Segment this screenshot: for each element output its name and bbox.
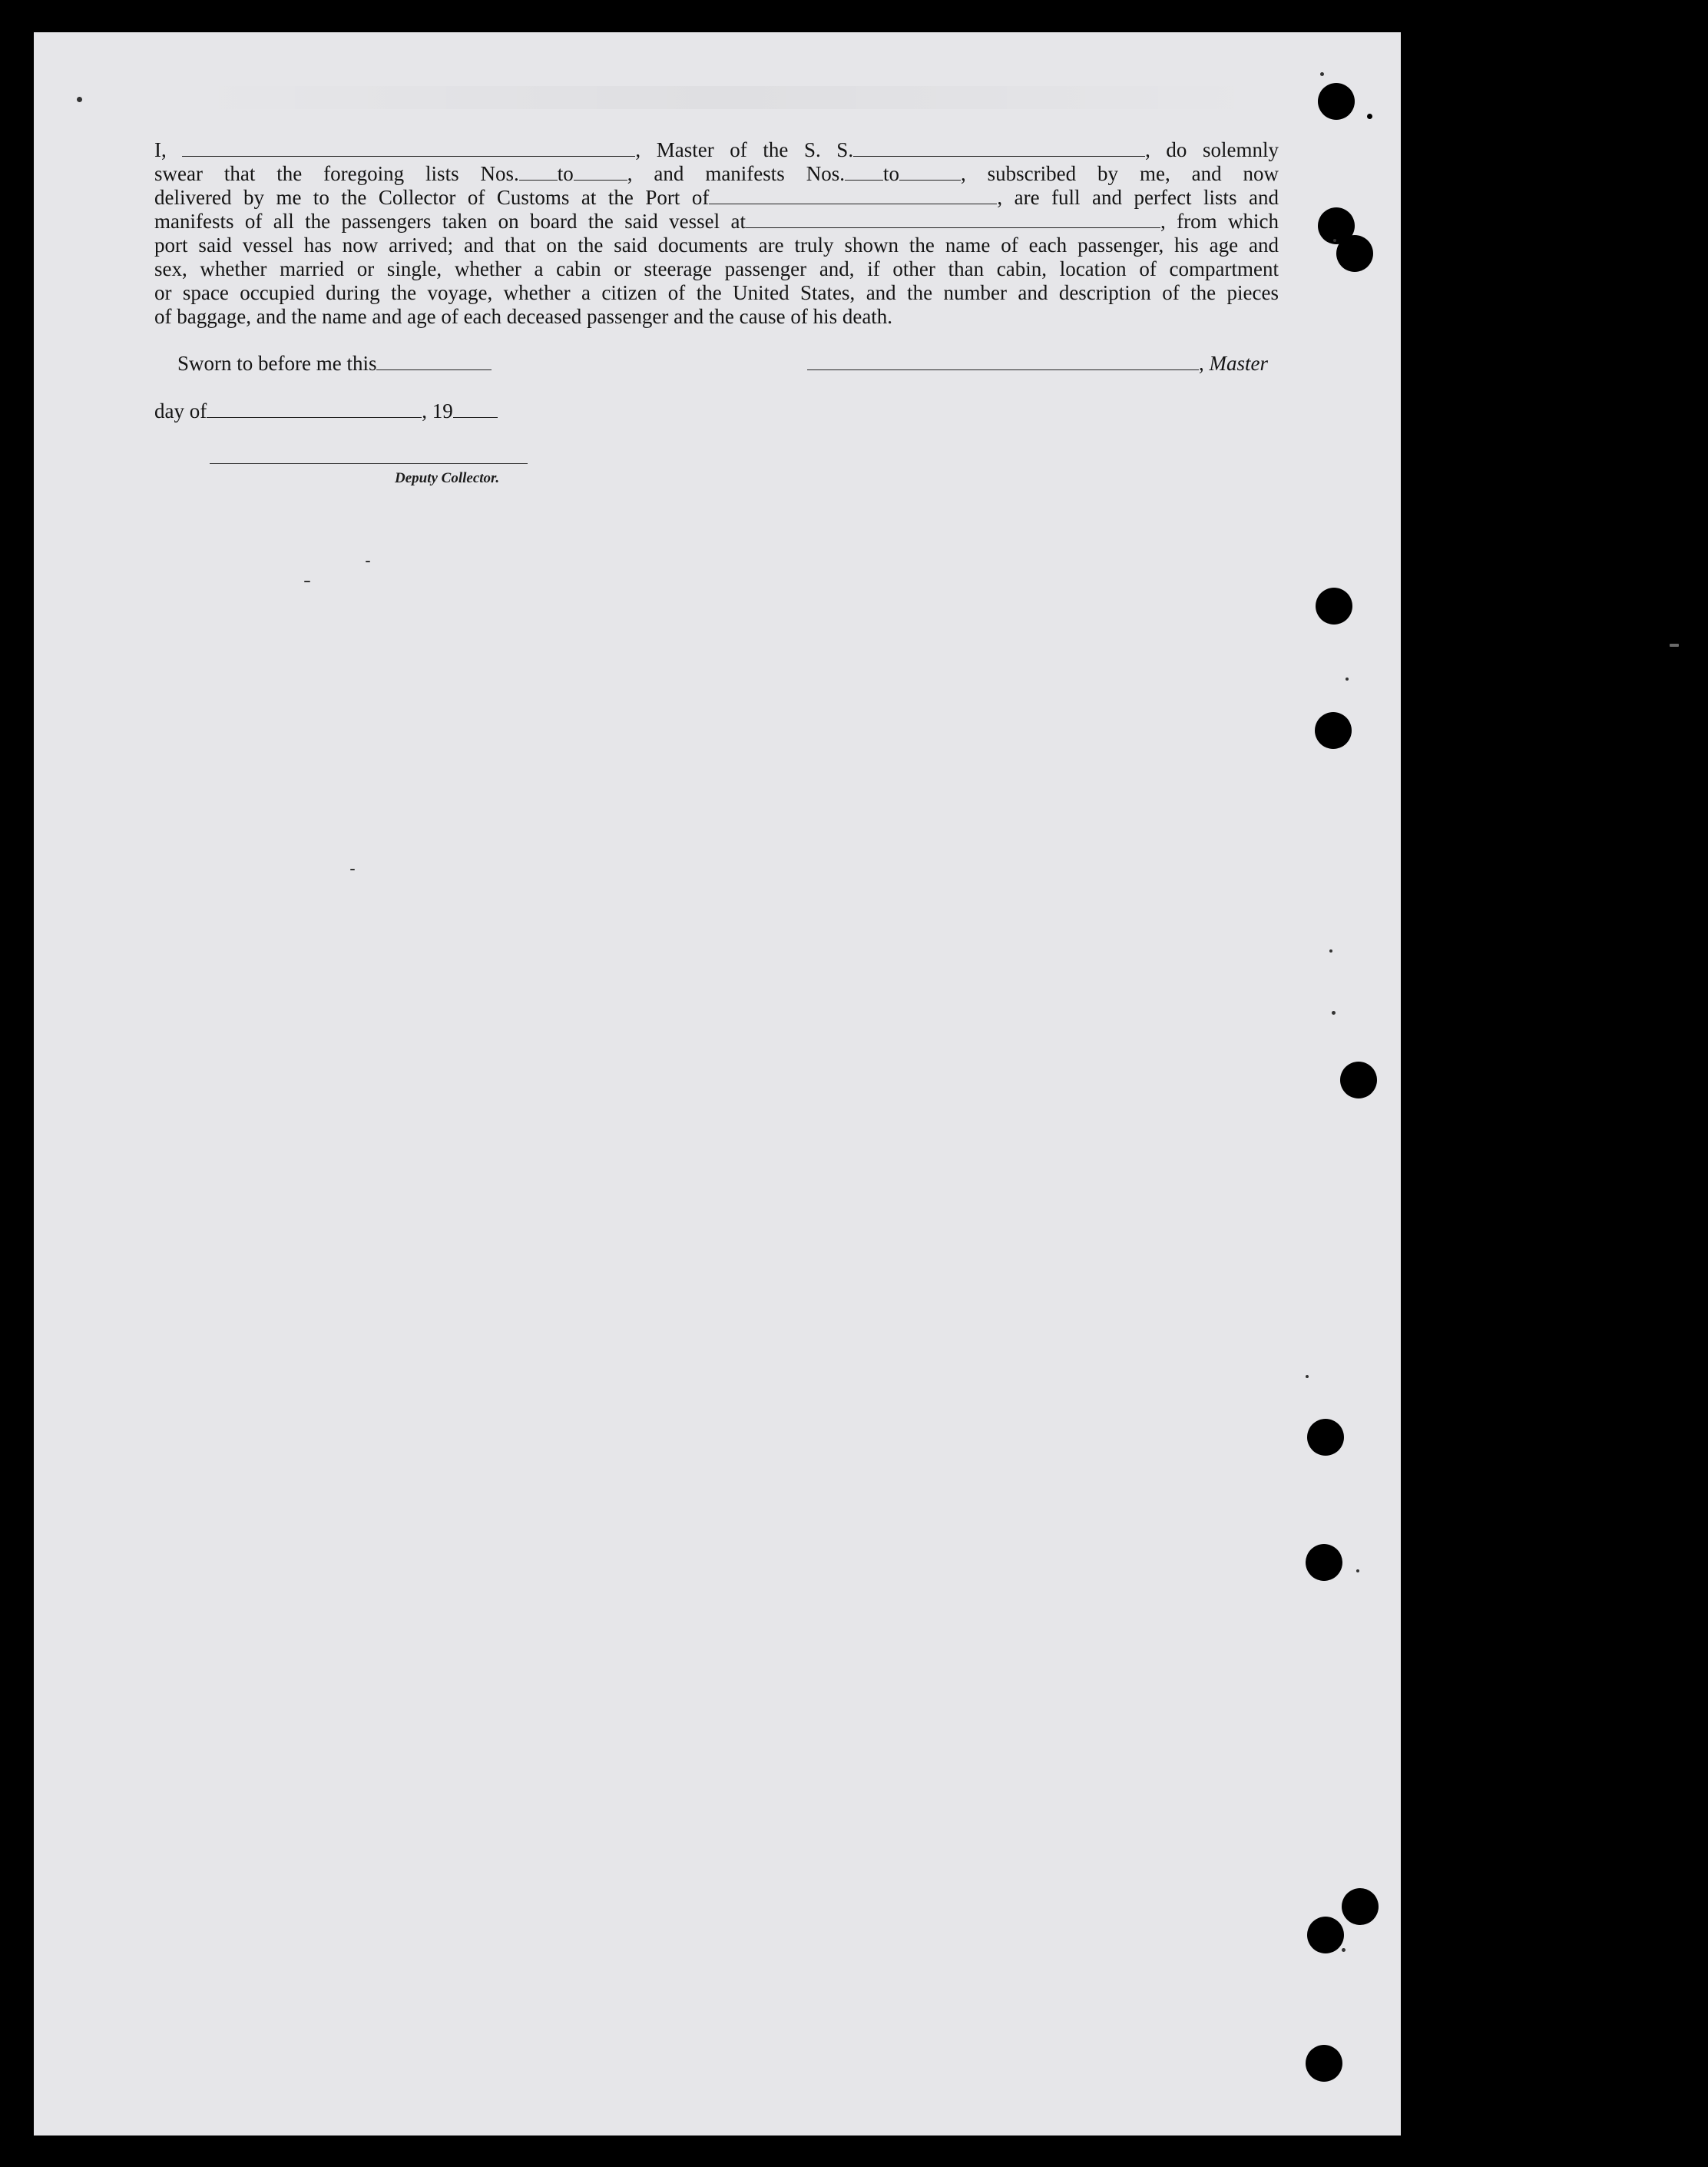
faint-header-bleed — [181, 86, 1272, 109]
oath-text: , Master of the S. S. — [635, 138, 854, 161]
oath-text: to — [882, 162, 899, 185]
punch-hole — [1342, 1888, 1379, 1925]
punch-hole — [1316, 588, 1352, 625]
oath-line-3 — [154, 186, 1279, 210]
oath-line-7: or space occupied during the voyage, whether a citizen of the United States, and the number and description of the pieces — [154, 281, 1279, 304]
lists-from-blank[interactable] — [519, 164, 558, 181]
sworn-row — [177, 352, 492, 376]
speck — [1367, 114, 1372, 119]
sworn-label: Sworn to before me this — [177, 352, 377, 375]
punch-hole — [1340, 1062, 1377, 1098]
oath-line-5: port said vessel has now arrived; and that on the said documents are truly shown the name of each passenger, his age and — [154, 234, 1279, 257]
form-page — [34, 32, 1401, 2136]
master-signature-row — [807, 352, 1268, 376]
port-blank[interactable] — [709, 188, 997, 204]
speck — [1329, 949, 1332, 953]
speck — [1306, 1375, 1309, 1378]
oath-text: swear that the foregoing lists Nos. — [154, 162, 519, 185]
day-row — [154, 399, 498, 423]
punch-hole — [1315, 712, 1352, 749]
speck — [350, 869, 355, 870]
manifests-to-blank[interactable] — [899, 164, 961, 181]
oath-text: to — [557, 162, 574, 185]
embarkation-port-blank[interactable] — [746, 212, 1160, 228]
punch-hole — [1318, 83, 1355, 120]
oath-text: , subscribed by me, and now — [961, 162, 1279, 185]
master-name-blank[interactable] — [182, 141, 635, 157]
oath-text: manifests of all the passengers taken on board the said vessel at — [154, 210, 746, 233]
punch-hole — [1306, 2045, 1342, 2082]
oath-text: , from which — [1160, 210, 1279, 233]
oath-paragraph — [154, 138, 1279, 329]
speck — [304, 581, 310, 582]
oath-text: , and manifests Nos. — [627, 162, 845, 185]
oath-text: I, — [154, 138, 167, 161]
speck — [1356, 1569, 1359, 1572]
master-signature-blank[interactable] — [807, 354, 1199, 370]
speck — [1332, 1011, 1336, 1015]
oath-line-1 — [154, 138, 1279, 162]
oath-text: delivered by me to the Collector of Customs at the Port of — [154, 186, 710, 209]
speck — [77, 97, 82, 102]
speck — [1346, 678, 1349, 681]
oath-text: , do solemnly — [1145, 138, 1279, 161]
month-blank[interactable] — [207, 402, 422, 418]
deputy-collector-label: Deputy Collector. — [395, 470, 500, 486]
oath-line-2 — [154, 162, 1279, 186]
manifests-from-blank[interactable] — [845, 164, 883, 181]
day-label: day of — [154, 399, 207, 422]
punch-hole — [1307, 1419, 1344, 1456]
speck — [1670, 644, 1679, 647]
speck — [366, 561, 370, 562]
year-blank[interactable] — [453, 402, 498, 418]
punch-hole — [1336, 235, 1373, 272]
oath-line-4 — [154, 210, 1279, 234]
oath-text: , are full and perfect lists and — [997, 186, 1279, 209]
oath-line-8: of baggage, and the name and age of each deceased passenger and the cause of his death. — [154, 305, 893, 328]
speck — [1342, 1948, 1346, 1952]
signature-comma: , — [1199, 352, 1210, 375]
ship-name-blank[interactable] — [853, 141, 1145, 157]
lists-to-blank[interactable] — [574, 164, 627, 181]
speck — [1320, 72, 1324, 76]
speck — [1333, 239, 1336, 242]
collector-signature-line[interactable] — [210, 463, 528, 464]
oath-line-6: sex, whether married or single, whether a cabin or steerage passenger and, if other than cabin, location of compartment — [154, 257, 1279, 280]
year-prefix: , 19 — [422, 399, 453, 422]
sworn-day-blank[interactable] — [376, 354, 492, 370]
master-label: Master — [1209, 352, 1268, 375]
punch-hole — [1306, 1544, 1342, 1581]
punch-hole — [1307, 1917, 1344, 1953]
